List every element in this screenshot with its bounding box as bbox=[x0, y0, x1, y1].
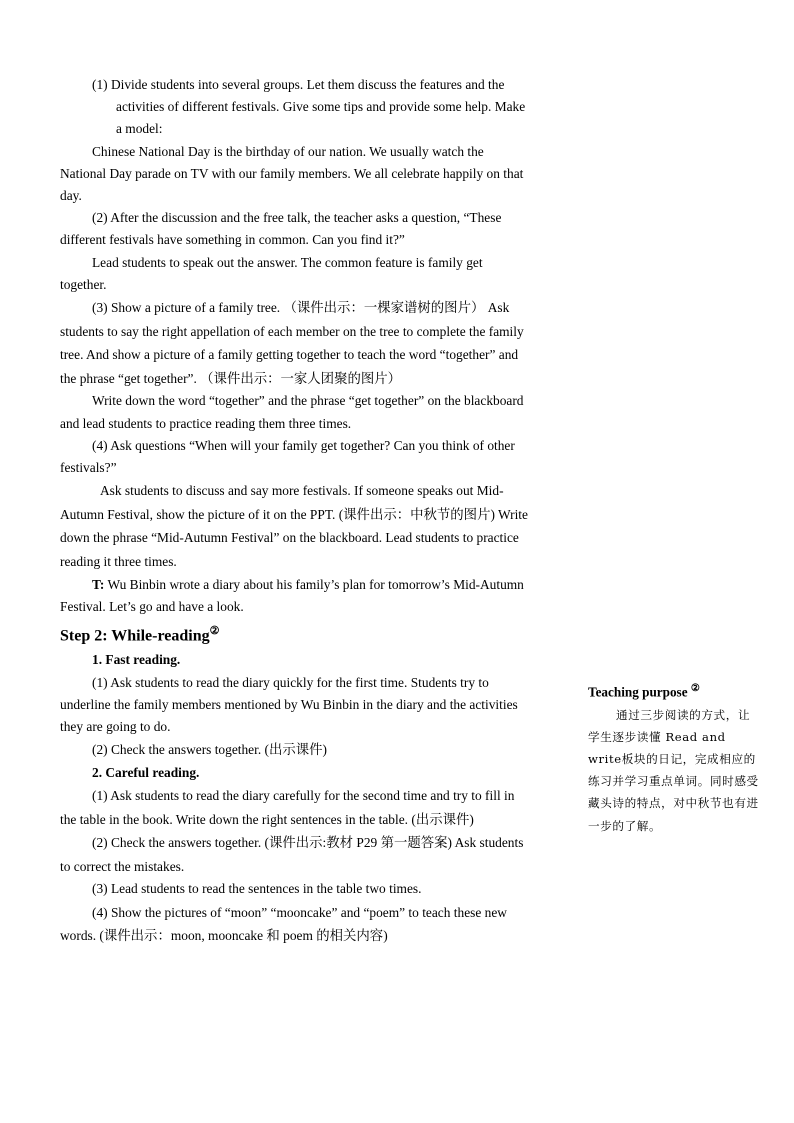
teaching-purpose-mark: ② bbox=[690, 683, 700, 694]
careful-reading-heading: 2. Careful reading. bbox=[92, 764, 200, 780]
teacher-label: T: bbox=[92, 576, 105, 592]
paragraph-careful-3: (3) Lead students to read the sentences in the table two times. bbox=[92, 881, 422, 897]
fast-reading-heading: 1. Fast reading. bbox=[92, 652, 181, 668]
paragraph-item4-questions: (4) Ask questions “When will your family get together? Can you think of other festivals?” bbox=[60, 437, 515, 476]
paragraph-careful-1: (1) Ask students to read the diary carefully for the second time and try to fill in the table in the book. Write down the right sentences in the table. (出示课件) bbox=[60, 787, 515, 827]
teaching-purpose-sidebar bbox=[588, 678, 760, 837]
teaching-purpose-body: 通过三步阅读的方式，让学生逐步读懂 Read and write板块的日记，完成相应的练习并学习重点单词。同时感受藏头诗的特点，对中秋节也有进一步的了解。 bbox=[588, 707, 759, 833]
main-content bbox=[60, 74, 530, 948]
paragraph-item4-discuss: Ask students to discuss and say more festivals. If someone speaks out Mid-Autumn Festival, show the picture of it on the PPT. (课件出示：中秋节的图片) Write down the phrase “Mid-Autumn Festival” on the blackboard. Lead students to practice reading it three times. bbox=[60, 483, 528, 569]
step2-title: Step 2: While-reading bbox=[60, 627, 210, 645]
teacher-text: Wu Binbin wrote a diary about his family’s plan for tomorrow’s Mid-Autumn Festival. Let’s go and have a look. bbox=[60, 576, 524, 614]
teaching-purpose-title bbox=[588, 678, 760, 704]
paragraph-item3-write: Write down the word “together” and the phrase “get together” on the blackboard and lead students to practice reading them three times. bbox=[60, 393, 524, 431]
paragraph-fast-2: (2) Check the answers together. (出示课件) bbox=[92, 742, 328, 758]
paragraph-item3-show: (3) Show a picture of a family tree. （课件出示：一棵家谱树的图片） Ask students to say the right appellation of each member on the tree to complete the family tree. And show a picture of a family getting together to teach the word “together” and the phrase “get together”. （课件出示：一家人团聚的图片） bbox=[60, 300, 524, 386]
teaching-purpose-label: Teaching purpose bbox=[588, 684, 688, 700]
step2-heading bbox=[60, 618, 530, 649]
paragraph-item1-model: Chinese National Day is the birthday of our nation. We usually watch the National Day parade on TV with our family members. We all celebrate happily on that day. bbox=[60, 143, 524, 204]
paragraph-item2-question: (2) After the discussion and the free talk, the teacher asks a question, “These different festivals have something in common. Can you find it?” bbox=[60, 210, 502, 248]
paragraph-careful-2: (2) Check the answers together. (课件出示:教材 P29 第一题答案) Ask students to correct the mistakes. bbox=[60, 835, 524, 874]
footnote-mark: ② bbox=[209, 625, 220, 637]
paragraph-careful-4: (4) Show the pictures of “moon” “mooncake” and “poem” to teach these new words. (课件出示：moon, mooncake 和 poem 的相关内容) bbox=[60, 904, 507, 944]
paragraph-teacher-line bbox=[60, 574, 530, 618]
paragraph-item2-answer: Lead students to speak out the answer. The common feature is family get together. bbox=[60, 254, 483, 292]
paragraph-fast-1: (1) Ask students to read the diary quickly for the first time. Students try to underline the family members mentioned by Wu Binbin in the diary and the activities they are going to do. bbox=[60, 674, 518, 734]
paragraph-item1-intro: (1) Divide students into several groups. Let them discuss the features and the activities of different festivals. Give some tips and provide some help. Make a model: bbox=[92, 77, 526, 137]
